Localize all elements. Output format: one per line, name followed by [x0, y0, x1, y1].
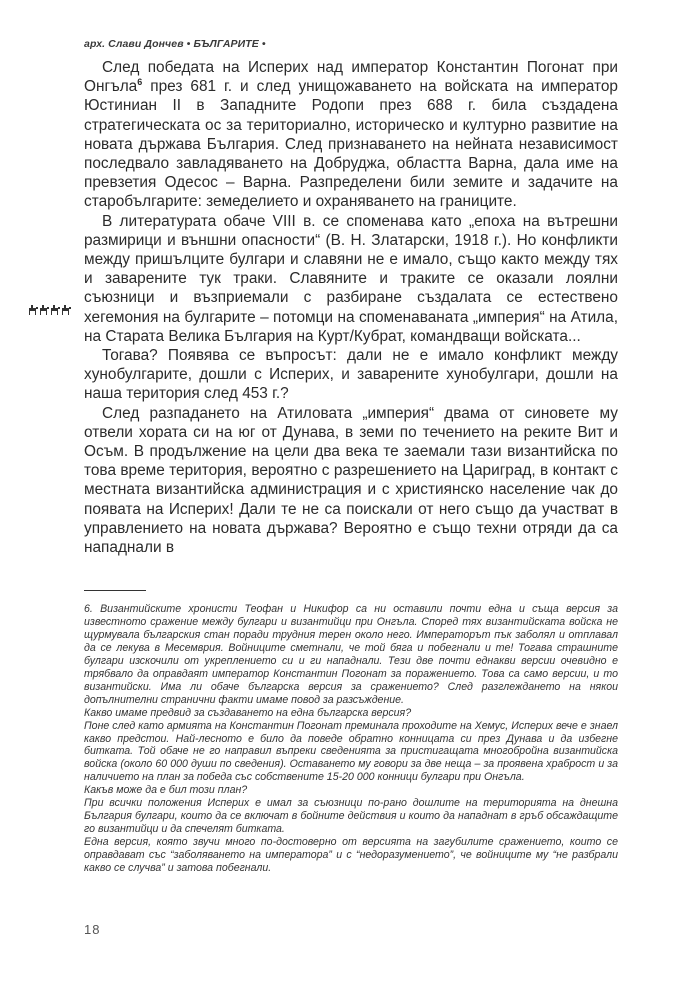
footnote-line-4: Какъв може да е бил този план? [84, 784, 248, 797]
paragraph-1-text: След победата на Исперих над император Константин Погонат при Онгъла [84, 59, 618, 96]
footnote-line-3: Поне след като армията на Константин Погонат преминала проходите на Хемус, Исперих вече е знаел какво предстои. Най-лесното е било да поведе обратно конницата си през Дунава и да избегне битката. Той обаче не го направил въпреки сведенията за пристигащата многобройна византийска войска (около 60 000 души по сведения). Оставането му говори за две неща – за проявена храброст и за наличието на план за победа със собствените 15-20 000 конници булгари при Онгъла. [84, 719, 618, 784]
horse-riders-ornament-icon [28, 304, 72, 316]
rider-figure-2 [40, 305, 49, 315]
main-text [84, 58, 618, 557]
footnote-6: 6. Византийските хронисти Теофан и Никифор са ни оставили почти една и съща версия за известното сражение между булгари и византийци при Онгъла. Според тях византийската войска не щурмувала българския стан поради трудния терен около него. Императорът пък заболял и отплавал да се лекува в Месемврия. Войниците сметнали, че той бяга и побегнали и те! Тогава страшните булгари изскочили от укреплението си и ги нападнали. Тези две почти еднакви версии очевидно е трябвало да оправдаят император Константин Погонат за поражението. Това са само версии, и то византийски. Има ли обаче българска версия за сражението? След разглеждането на някои допълнителни странични факти имаме повод за разсъждение. [84, 603, 618, 706]
footnote-line-5: При всички положения Исперих е имал за съюзници по-рано дошлите на територията на днешна България булгари, които да се включат в бойните действия и които да нападнат в гръб обсаждащите го византийци и да спечелят битката. [84, 797, 618, 836]
paragraph-1 [84, 58, 618, 212]
footnote-line-2: Какво имаме предвид за създаването на една българска версия? [84, 706, 412, 719]
paragraph-3: Тогава? Появява се въпросът: дали не е имало конфликт между хунобулгарите, дошли с Исперих, и заварените хунобулгари, дошли на наша територия след 453 г.? [84, 347, 618, 403]
page-number: 18 [84, 922, 101, 937]
paragraph-4: След разпадането на Атиловата „империя“ двама от синовете му отвели хората си на юг от Дунава, в земи по течението на реките Вит и Осъм. В продължение на цели два века те заемали тази византийска по това време територия, вероятно с разрешението на Цариград, в контакт с местната византийска администрация и с християнско население чак до появата на Исперих! Дали те не са поискали от него също да участват в управлението на новата държава? Вероятно е също техни отряди да са нападнали в [84, 404, 618, 557]
footnotes [84, 603, 618, 875]
footnote-reference-6[interactable]: 6 [137, 77, 143, 88]
footnote-separator [84, 590, 146, 591]
rider-figure-1 [29, 305, 38, 315]
footnote-line-6: Една версия, която звучи много по-достоверно от версията на загубилите сражението, които се оправдават със “заболяването на императора” и с “недоразумението”, че войниците му “не разбрали какво се случва” и затова побегнали. [84, 836, 618, 875]
rider-figure-4 [62, 305, 71, 315]
running-head: арх. Слави Дончев • БЪЛГАРИТЕ • [84, 38, 266, 50]
paragraph-1-text-cont: през 681 г. и след унищожаването на войската на император Юстиниан II в Западните Родопи през 688 г. била създадена стратегическата ос за териториално, историческо и културно развитие на новата държава България. След признаването на нейната независимост последвало завладяването на Добруджа, областта Варна, дала име на превзетия Одесос – Варна. Разпределени били земите и задачите на старобългарите: земеделието и охраняването на границите. [84, 78, 618, 211]
rider-figure-3 [51, 305, 60, 315]
paragraph-2: В литературата обаче VIII в. се споменава като „епоха на вътрешни размирици и външни опасности“ (В. Н. Златарски, 1918 г.). Но конфликти между пришълците булгари и славяни не е имало, също както между тях и заварените тук траки. Славяните и траките се оказали лоялни съюзници и възприемали с разбиране създалата се естествено хегемония на булгарите – потомци на споменаваната „империя“ на Атила, на Старата Велика България на Курт/Кубрат, командващи войската... [84, 212, 618, 345]
